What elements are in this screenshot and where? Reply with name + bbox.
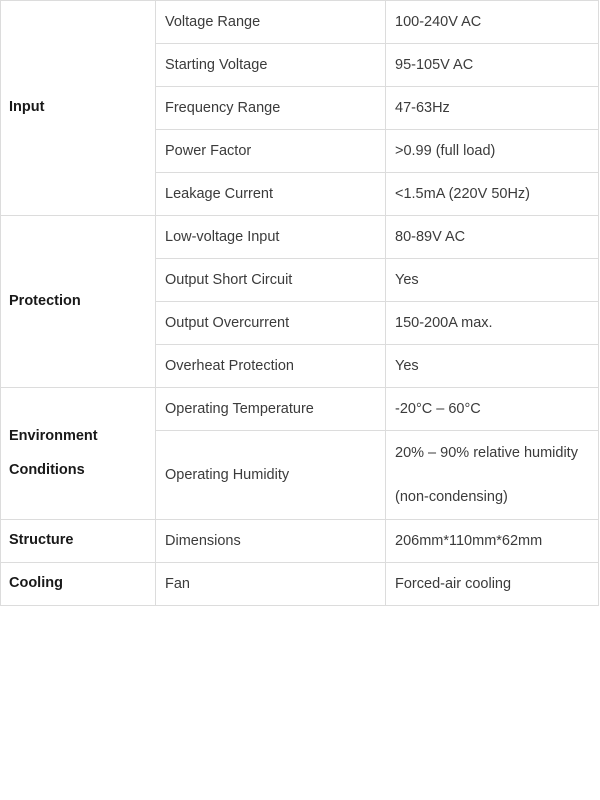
value-cell: 206mm*110mm*62mm (386, 520, 599, 563)
value-cell: 80-89V AC (386, 216, 599, 259)
table-row (1, 216, 599, 259)
category-cell-environment-conditions: Environment Conditions (1, 388, 156, 520)
table-row (1, 1, 599, 44)
value-cell: <1.5mA (220V 50Hz) (386, 173, 599, 216)
value-cell: 47-63Hz (386, 87, 599, 130)
value-cell: >0.99 (full load) (386, 130, 599, 173)
param-cell: Frequency Range (156, 87, 386, 130)
value-cell: Yes (386, 259, 599, 302)
category-cell-cooling: Cooling (1, 563, 156, 606)
param-cell: Operating Temperature (156, 388, 386, 431)
value-cell: 150-200A max. (386, 302, 599, 345)
value-cell: Yes (386, 345, 599, 388)
table-row (1, 563, 599, 606)
param-cell: Low-voltage Input (156, 216, 386, 259)
param-cell: Leakage Current (156, 173, 386, 216)
param-cell: Operating Humidity (156, 431, 386, 520)
param-cell: Voltage Range (156, 1, 386, 44)
param-cell: Fan (156, 563, 386, 606)
param-cell: Output Overcurrent (156, 302, 386, 345)
value-cell: -20°C – 60°C (386, 388, 599, 431)
value-cell: 100-240V AC (386, 1, 599, 44)
category-cell-structure: Structure (1, 520, 156, 563)
value-line: 20% – 90% relative humidity (395, 445, 578, 461)
param-cell: Output Short Circuit (156, 259, 386, 302)
value-line: (non-condensing) (395, 489, 508, 505)
category-cell-input: Input (1, 1, 156, 216)
table-row (1, 388, 599, 431)
value-cell: 95-105V AC (386, 44, 599, 87)
param-cell: Dimensions (156, 520, 386, 563)
param-cell: Overheat Protection (156, 345, 386, 388)
category-cell-protection: Protection (1, 216, 156, 388)
value-cell (386, 431, 599, 520)
param-cell: Power Factor (156, 130, 386, 173)
table-row (1, 520, 599, 563)
value-cell: Forced-air cooling (386, 563, 599, 606)
param-cell: Starting Voltage (156, 44, 386, 87)
